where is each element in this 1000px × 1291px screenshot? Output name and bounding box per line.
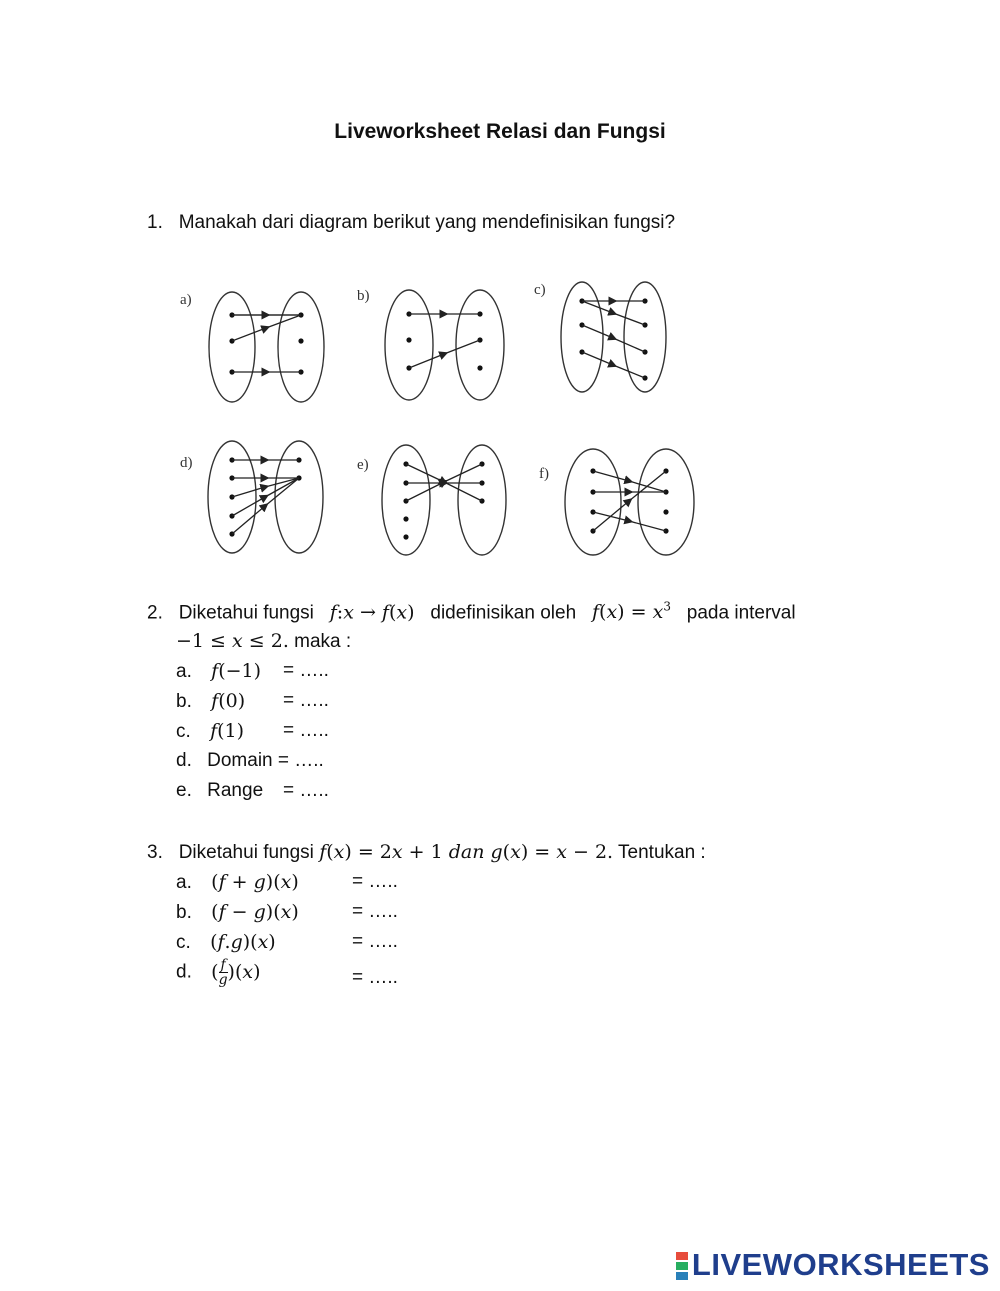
- question-text: didefinisikan oleh: [430, 602, 577, 624]
- diagram-label: f): [539, 466, 549, 482]
- item-letter: e.: [176, 780, 192, 801]
- q3-item-a: [176, 871, 398, 894]
- math-definition: $f(x) = x^3$: [591, 600, 671, 624]
- item-letter: b.: [176, 902, 192, 923]
- q2-item-a: [176, 660, 329, 683]
- diagram-label: e): [357, 457, 369, 473]
- question-text: Diketahui fungsi: [178, 602, 314, 624]
- q2-item-d: [176, 750, 324, 772]
- item-letter: d.: [176, 961, 192, 983]
- q3-item-c: [176, 931, 398, 954]
- question-text: Diketahui fungsi: [178, 842, 314, 863]
- arrow-diagrams: [0, 0, 1000, 580]
- item-letter: a.: [176, 661, 192, 682]
- question-3-line-1: [147, 841, 706, 864]
- math-mapping: f:x → f(x): [329, 601, 415, 624]
- question-text: pada interval: [686, 602, 796, 624]
- math-expression: ( $\frac{f}{g}$ )(x): [211, 957, 261, 988]
- item-letter: c.: [176, 932, 191, 953]
- math-functions: f(x) = 2x + 1 dan g(x) = x − 2.: [319, 841, 614, 863]
- question-2-line-2: [176, 630, 351, 653]
- math-expression: (f.g)(x): [210, 931, 276, 953]
- diagram-e: [357, 445, 506, 555]
- diagram-a: [180, 292, 324, 402]
- answer-blank[interactable]: = …..: [283, 690, 329, 711]
- answer-blank[interactable]: = …..: [352, 967, 398, 988]
- item-letter: b.: [176, 691, 192, 712]
- diagram-label: c): [534, 282, 546, 298]
- answer-blank[interactable]: Domain = …..: [207, 750, 324, 771]
- item-letter: c.: [176, 721, 191, 742]
- answer-blank[interactable]: = …..: [283, 780, 329, 801]
- diagram-b: [357, 288, 504, 400]
- answer-blank[interactable]: = …..: [352, 931, 398, 952]
- q3-item-d: [176, 957, 398, 988]
- math-interval: −1 ≤ x ≤ 2.: [176, 630, 289, 652]
- logo-mark: [676, 1252, 688, 1282]
- diagram-c: [534, 282, 666, 392]
- question-2-line-1: [147, 600, 796, 624]
- worksheet-title: Liveworksheet Relasi dan Fungsi: [334, 120, 666, 143]
- item-letter: a.: [176, 872, 192, 893]
- q2-item-b: [176, 690, 329, 713]
- math-expression: f(0): [211, 690, 246, 712]
- answer-blank[interactable]: = …..: [352, 871, 398, 892]
- math-dan: dan: [448, 841, 485, 863]
- math-expression: (f − g)(x): [211, 901, 299, 923]
- question-number: 3.: [147, 842, 163, 863]
- diagram-f: [539, 449, 694, 555]
- item-text: Range: [207, 780, 264, 801]
- q2-item-e: [176, 780, 329, 802]
- answer-blank[interactable]: = …..: [283, 720, 329, 741]
- diagram-d: [180, 441, 323, 553]
- math-expression: (f + g)(x): [211, 871, 299, 893]
- liveworksheets-logo: [676, 1247, 990, 1283]
- question-text: Tentukan :: [618, 842, 706, 863]
- math-expression: f(−1): [211, 660, 262, 682]
- diagram-label: b): [357, 288, 370, 304]
- question-number: 2.: [147, 602, 163, 624]
- diagram-label: a): [180, 292, 192, 308]
- question-text: maka :: [294, 631, 352, 652]
- answer-blank[interactable]: = …..: [283, 660, 329, 681]
- q2-item-c: [176, 720, 329, 743]
- math-expression: f(1): [210, 720, 245, 742]
- logo-text: LIVEWORKSHEETS: [691, 1247, 990, 1282]
- question-text: Manakah dari diagram berikut yang mendefinisikan fungsi?: [178, 212, 676, 233]
- diagram-label: d): [180, 455, 193, 471]
- answer-blank[interactable]: = …..: [352, 901, 398, 922]
- question-number: 1.: [147, 212, 163, 233]
- item-letter: d.: [176, 750, 192, 771]
- q3-item-b: [176, 901, 398, 924]
